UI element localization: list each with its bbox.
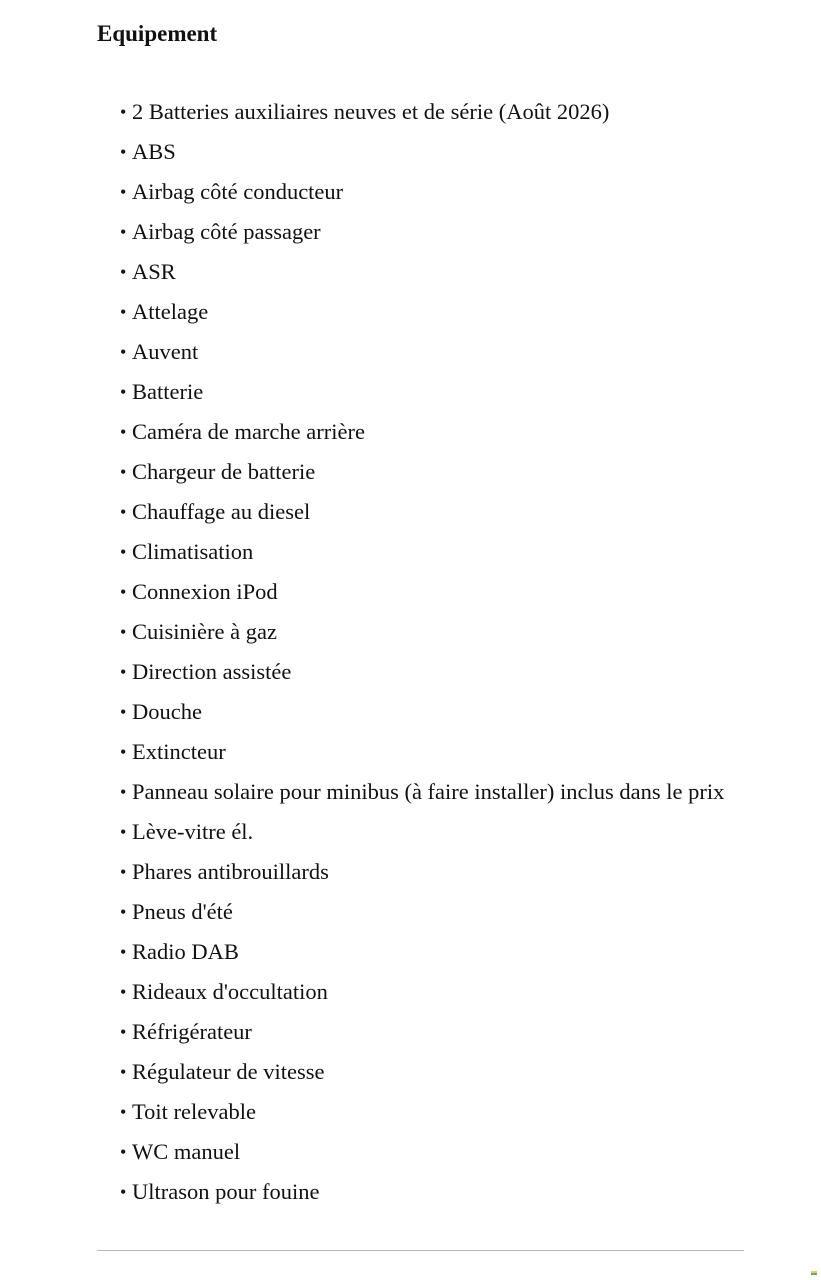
list-item-label: Batterie — [132, 379, 204, 404]
list-item-label: Direction assistée — [132, 659, 292, 684]
list-item — [97, 658, 745, 686]
bullet-icon: • — [120, 422, 127, 442]
list-item-label: Phares antibrouillards — [132, 859, 329, 884]
list-item-label: Caméra de marche arrière — [132, 419, 365, 444]
list-item-label: ABS — [132, 139, 176, 164]
bullet-icon: • — [120, 662, 127, 682]
list-item-label: Connexion iPod — [132, 579, 278, 604]
bullet-icon: • — [120, 782, 127, 802]
list-item — [97, 218, 745, 246]
list-item — [97, 258, 745, 286]
list-item — [97, 378, 745, 406]
list-item — [97, 298, 745, 326]
bullet-icon: • — [120, 502, 127, 522]
bullet-icon: • — [120, 142, 127, 162]
bullet-icon: • — [120, 1142, 127, 1162]
list-item — [97, 578, 745, 606]
list-item — [97, 818, 745, 846]
list-item-label: Pneus d'été — [132, 899, 233, 924]
list-item-label: Rideaux d'occultation — [132, 979, 328, 1004]
bullet-icon: • — [120, 102, 127, 122]
list-item — [97, 178, 745, 206]
list-item — [97, 898, 745, 926]
list-item-label: ASR — [132, 259, 176, 284]
list-item-label: Cuisinière à gaz — [132, 619, 277, 644]
bullet-icon: • — [120, 302, 127, 322]
list-item-label: Extincteur — [132, 739, 226, 764]
bullet-icon: • — [120, 1102, 127, 1122]
bullet-icon: • — [120, 982, 127, 1002]
list-item-label: Chauffage au diesel — [132, 499, 311, 524]
bullet-icon: • — [120, 542, 127, 562]
list-item-label: Radio DAB — [132, 939, 239, 964]
bullet-icon: • — [120, 222, 127, 242]
list-item-label: Chargeur de batterie — [132, 459, 316, 484]
list-item-label: Lève-vitre él. — [132, 819, 254, 844]
bullet-icon: • — [120, 582, 127, 602]
list-item — [97, 778, 745, 806]
list-item-label: Airbag côté conducteur — [132, 179, 344, 204]
section-divider — [97, 1250, 744, 1251]
list-item-label: Régulateur de vitesse — [132, 1059, 325, 1084]
bullet-icon: • — [120, 1182, 127, 1202]
list-item-label: Attelage — [132, 299, 209, 324]
bullet-icon: • — [120, 902, 127, 922]
list-item-label: 2 Batteries auxiliaires neuves et de série (Août 2026) — [132, 99, 610, 124]
section-title: Equipement — [97, 21, 218, 46]
list-item — [97, 738, 745, 766]
list-item-label: Réfrigérateur — [132, 1019, 252, 1044]
list-item — [97, 698, 745, 726]
list-item-label: WC manuel — [132, 1139, 241, 1164]
bullet-icon: • — [120, 702, 127, 722]
list-item — [97, 458, 745, 486]
bullet-icon: • — [120, 342, 127, 362]
bullet-icon: • — [120, 262, 127, 282]
bullet-icon: • — [120, 862, 127, 882]
list-item-label: Airbag côté passager — [132, 219, 321, 244]
list-item — [97, 98, 745, 126]
list-item-label: Panneau solaire pour minibus (à faire installer) inclus dans le prix — [132, 779, 725, 804]
list-item-label: Toit relevable — [132, 1099, 256, 1124]
bullet-icon: • — [120, 182, 127, 202]
list-item — [97, 1098, 745, 1126]
list-item — [97, 338, 745, 366]
list-item — [97, 1018, 745, 1046]
list-item — [97, 858, 745, 886]
list-item — [97, 938, 745, 966]
list-item — [97, 418, 745, 446]
bullet-icon: • — [120, 1062, 127, 1082]
list-item — [97, 1138, 745, 1166]
list-item — [97, 978, 745, 1006]
bullet-icon: • — [120, 382, 127, 402]
list-item-label: Douche — [132, 699, 202, 724]
list-item — [97, 1058, 745, 1086]
bullet-icon: • — [120, 462, 127, 482]
list-item-label: Ultrason pour fouine — [132, 1179, 320, 1204]
bullet-icon: • — [120, 942, 127, 962]
bullet-icon: • — [120, 1022, 127, 1042]
list-item — [97, 498, 745, 526]
list-item — [97, 538, 745, 566]
corner-mark — [811, 1271, 817, 1275]
bullet-icon: • — [120, 742, 127, 762]
equipment-list — [97, 98, 745, 1218]
bullet-icon: • — [120, 822, 127, 842]
bullet-icon: • — [120, 622, 127, 642]
list-item-label: Auvent — [132, 339, 199, 364]
list-item — [97, 618, 745, 646]
list-item — [97, 1178, 745, 1206]
list-item-label: Climatisation — [132, 539, 254, 564]
list-item — [97, 138, 745, 166]
